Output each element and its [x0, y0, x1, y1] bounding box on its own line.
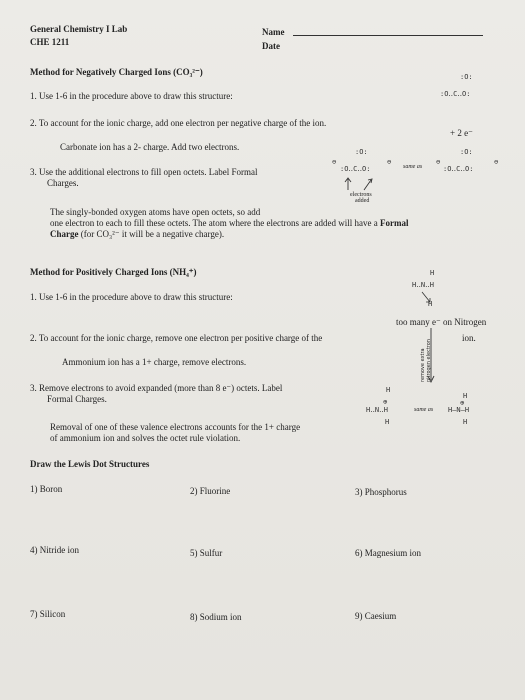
carbonate2-top-o: :O: [355, 148, 368, 156]
neg-para-line2: one electron to each to fill these octets. The atom where the electrons are added will have a Formal [50, 218, 409, 228]
carbonate3-structure: :O‥C‥O: [443, 165, 474, 173]
neg-step1: 1. Use 1-6 in the procedure above to draw this structure: [30, 91, 233, 101]
draw-item-nitride: 4) Nitride ion [30, 545, 79, 555]
pos-section-title: Method for Positively Charged Ions (NH₄⁺) [30, 267, 197, 277]
ammonium2-structure: H—N—H [448, 406, 470, 414]
neg-step3a: 3. Use the additional electrons to fill open octets. Label Formal [30, 167, 258, 177]
pos-step3b: Formal Charges. [47, 394, 107, 404]
neg-para-line1: The singly-bonded oxygen atoms have open octets, so add [50, 207, 261, 217]
added-label: added [355, 198, 370, 204]
draw-item-boron: 1) Boron [30, 484, 63, 494]
ion-word: ion. [462, 333, 476, 343]
ammonia-top-h: H [430, 269, 435, 277]
same-as-pos: same as [414, 407, 434, 413]
charge-left-icon-2: ⊖ [436, 158, 441, 166]
carbonate-note: Carbonate ion has a 2- charge. Add two electrons. [60, 142, 240, 152]
carbonate3-top-o: :O: [460, 148, 473, 156]
draw-item-sulfur: 5) Sulfur [190, 548, 223, 558]
electrons-label: electrons [350, 192, 372, 198]
pos-step2: 2. To account for the ionic charge, remove one electron per positive charge of the [30, 333, 323, 343]
down-arrow-icon [426, 326, 436, 384]
name-line [293, 35, 483, 36]
neg-step2: 2. To account for the ionic charge, add one electron per negative charge of the ion. [30, 118, 327, 128]
date-label: Date [262, 41, 280, 51]
ammonium-note: Ammonium ion has a 1+ charge, remove electrons. [62, 357, 247, 367]
ammonia-structure: H‥N‥H [412, 281, 434, 289]
ammonium-plus-icon: ⊕ [383, 398, 388, 406]
pos-step3a: 3. Remove electrons to avoid expanded (more than 8 e⁻) octets. Label [30, 383, 283, 393]
ammonium-top-h: H [386, 386, 391, 394]
neg-para-line3: Charge (for CO₃²⁻ it will be a negative charge). [50, 229, 225, 239]
electron-pointer-icon [420, 290, 434, 306]
charge-right-icon: ⊖ [387, 158, 392, 166]
ammonium2-top-h: H [463, 392, 468, 400]
neg-section-title: Method for Negatively Charged Ions (CO₃²⁻) [30, 67, 203, 77]
removal-line1: Removal of one of these valence electrons accounts for the 1+ charge [50, 422, 301, 432]
too-many-electrons-note: too many e⁻ on Nitrogen [396, 317, 487, 327]
ammonium2-plus-icon: ⊕ [460, 399, 465, 407]
pos-step1: 1. Use 1-6 in the procedure above to draw this structure: [30, 292, 233, 302]
draw-item-caesium: 9) Caesium [355, 611, 397, 621]
course-title: General Chemistry I Lab [30, 24, 128, 34]
carbonate2-structure: :O‥C‥O: [340, 165, 371, 173]
draw-section-title: Draw the Lewis Dot Structures [30, 459, 150, 469]
draw-item-fluorine: 2) Fluorine [190, 486, 231, 496]
course-code: CHE 1211 [30, 37, 70, 47]
ammonia-bottom-h: H [428, 300, 433, 308]
plus-2e: + 2 e⁻ [450, 128, 473, 138]
electron-arrows-icon [340, 176, 380, 192]
name-label: Name [262, 27, 285, 37]
draw-item-phosphorus: 3) Phosphorus [355, 487, 407, 497]
ammonium-structure: H‥N‥H [366, 406, 388, 414]
charge-left-icon: ⊖ [332, 158, 337, 166]
ammonium-bottom-h: H [385, 418, 390, 426]
carbonate-top-o: :O: [460, 73, 473, 81]
carbonate-structure: :O‥C‥O: [440, 90, 471, 98]
removal-line2: of ammonium ion and solves the octet rule violation. [50, 433, 241, 443]
neg-step3b: Charges. [47, 178, 79, 188]
draw-item-sodium: 8) Sodium ion [190, 612, 242, 622]
ammonium2-bottom-h: H [463, 418, 468, 426]
same-as-neg: same as [403, 164, 423, 170]
remove-electron-vertical-label: remove extra nitrogen electron [420, 339, 432, 382]
charge-right-icon-2: ⊖ [494, 158, 499, 166]
draw-item-magnesium: 6) Magnesium ion [355, 548, 421, 558]
draw-item-silicon: 7) Silicon [30, 609, 66, 619]
